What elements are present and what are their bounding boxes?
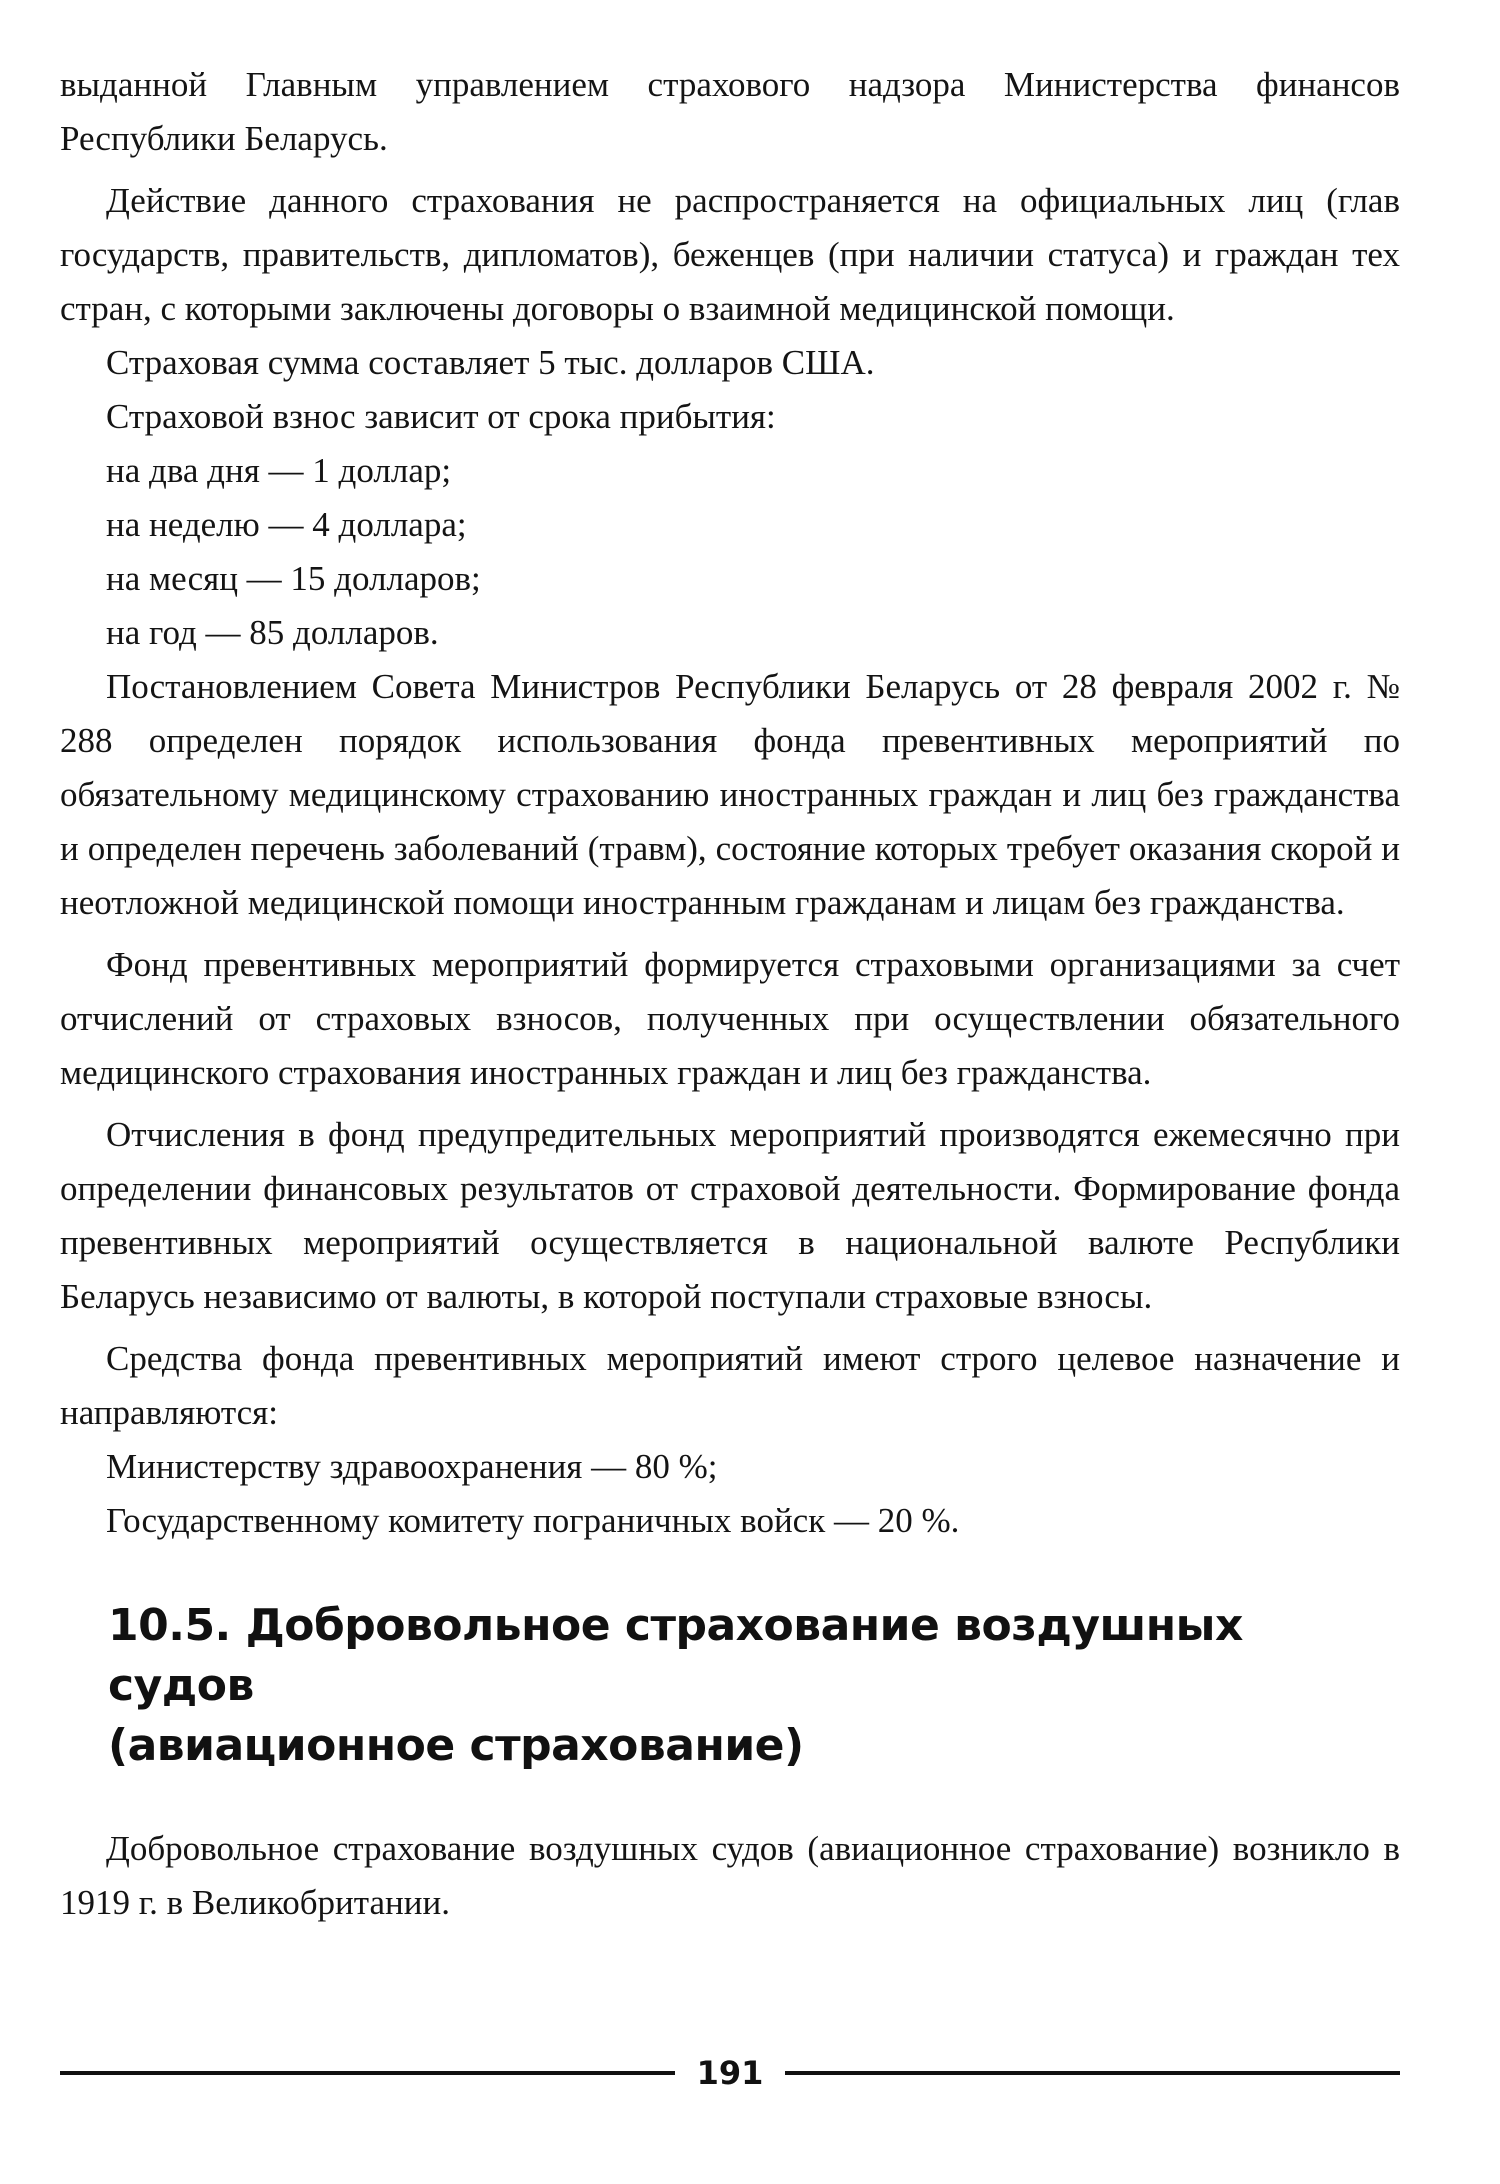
list-item: на месяц — 15 долларов; [106,559,481,598]
paragraph-fund-formation: Фонд превентивных мероприятий формируется страховыми организациями за счет отчислений от страховых взносов, полученных при осуществлении обязательного медицинского страхования иностранных граждан и лиц без гражданства. [60,945,1400,1092]
paragraph-aviation: Добровольное страхование воздушных судов (авиационное страхование) возникло в 1919 г. в Великобритании. [60,1829,1400,1922]
paragraph-exclusions: Действие данного страхования не распространяется на официальных лиц (глав государств, правительств, дипломатов), беженцев (при наличии статуса) и граждан тех стран, с которыми заключены договоры о взаимной медицинской помощи. [60,181,1400,328]
page-number: 191 [696,2054,764,2092]
list-item: на год — 85 долларов. [106,613,439,652]
section-heading [108,1596,1400,1776]
list-item: Государственному комитету пограничных войск — 20 %. [106,1501,960,1540]
section-heading-line1: 10.5. Добровольное страхование воздушных судов [108,1600,1243,1711]
page-footer [60,2048,1400,2098]
list-item: Министерству здравоохранения — 80 %; [106,1447,718,1486]
page-content [60,58,1400,1930]
paragraph-deductions: Отчисления в фонд предупредительных мероприятий производятся ежемесячно при определении финансовых результатов от страховой деятельности. Формирование фонда превентивных мероприятий осуществляется в национальной валюте Республики Беларусь независимо от валюты, в которой поступали страховые взносы. [60,1115,1400,1316]
paragraph-insured-sum: Страховая сумма составляет 5 тыс. долларов США. [106,343,875,382]
footer-rule-left [60,2071,675,2075]
footer-rule-right [785,2071,1400,2075]
paragraph-fund-purpose: Средства фонда превентивных мероприятий имеют строго целевое назначение и направляются: [60,1339,1400,1432]
paragraph-continuation: выданной Главным управлением страхового надзора Министерства финансов Республики Беларусь. [60,65,1400,158]
list-item: на два дня — 1 доллар; [106,451,452,490]
list-item: на неделю — 4 доллара; [106,505,467,544]
paragraph-resolution: Постановлением Совета Министров Республики Беларусь от 28 февраля 2002 г. № 288 определен порядок использования фонда превентивных мероприятий по обязательному медицинскому страхованию иностранных граждан и лиц без гражданства и определен перечень заболеваний (травм), состояние которых требует оказания скорой и неотложной медицинской помощи иностранным гражданам и лицам без гражданства. [60,667,1400,922]
section-heading-line2: (авиационное страхование) [108,1720,804,1771]
paragraph-premium-intro: Страховой взнос зависит от срока прибытия: [106,397,776,436]
